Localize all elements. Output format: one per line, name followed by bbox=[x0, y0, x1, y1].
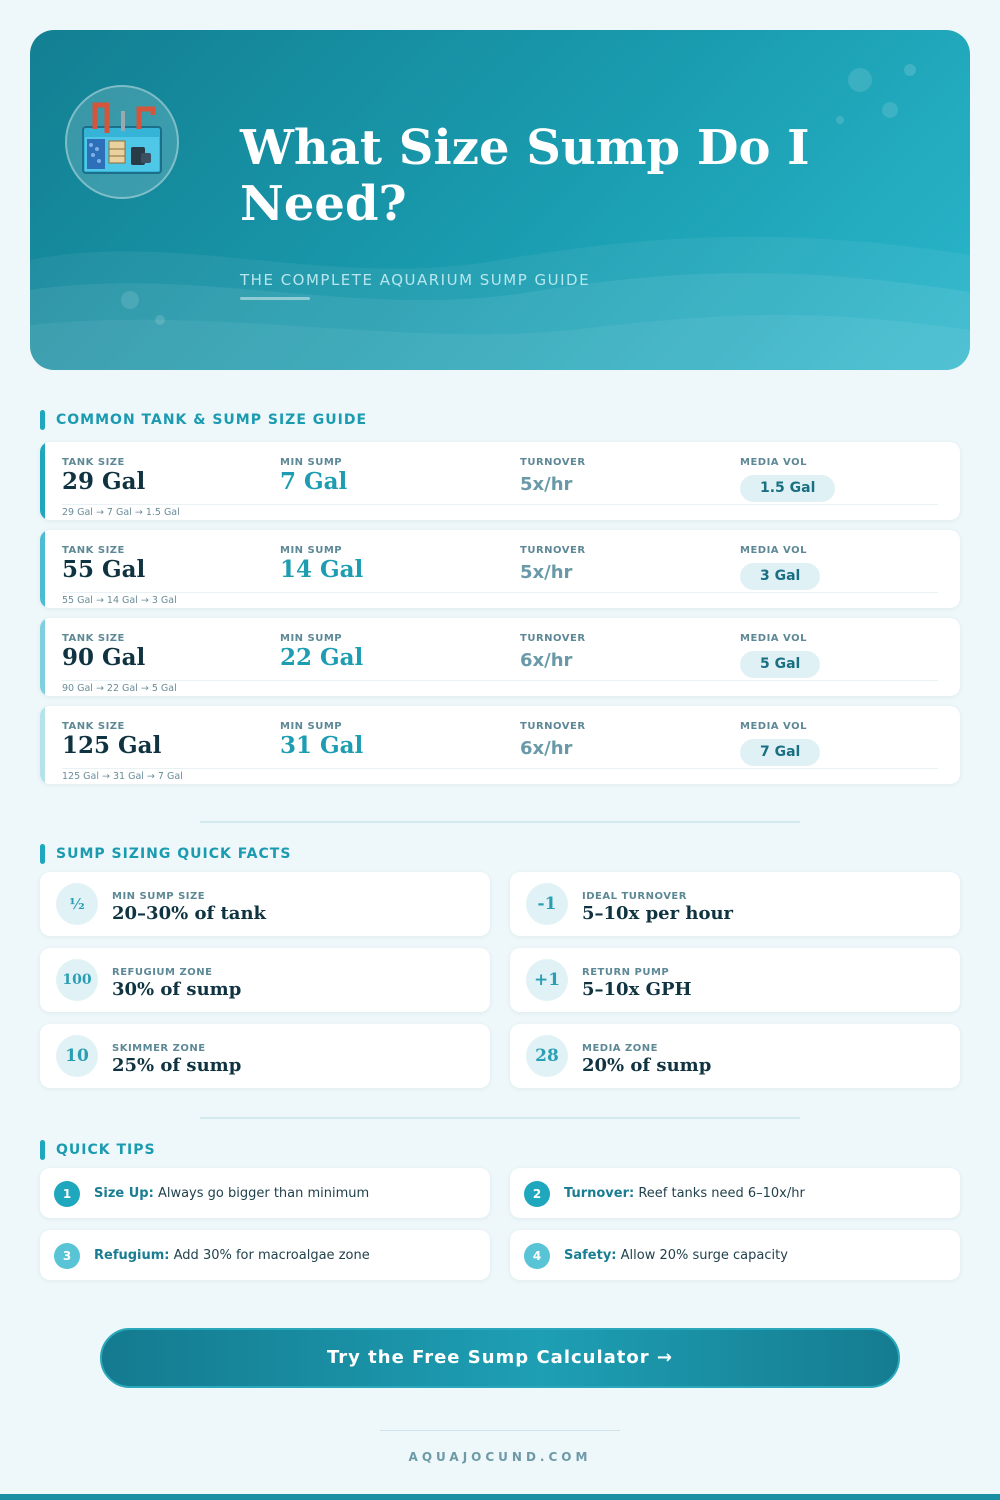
tip-number-badge: 3 bbox=[54, 1243, 80, 1269]
section-accent-bar bbox=[40, 844, 45, 864]
tip-title: Safety: bbox=[564, 1248, 617, 1263]
tank-size-value: 125 Gal bbox=[62, 732, 162, 759]
tip-card bbox=[510, 1230, 960, 1280]
min-sump-value: 7 Gal bbox=[280, 468, 348, 495]
hero-banner bbox=[30, 30, 970, 370]
row-summary: 90 Gal → 22 Gal → 5 Gal bbox=[62, 683, 177, 694]
section-separator bbox=[200, 1117, 800, 1119]
fact-card-ideal-turnover bbox=[510, 872, 960, 936]
tip-title: Size Up: bbox=[94, 1186, 154, 1201]
section-separator bbox=[200, 821, 800, 823]
sump-tank-icon bbox=[65, 85, 179, 199]
turnover-value: 6x/hr bbox=[520, 650, 573, 671]
fact-value: 25% of sump bbox=[112, 1055, 242, 1076]
turnover-value: 6x/hr bbox=[520, 738, 573, 759]
page-subtitle: THE COMPLETE AQUARIUM SUMP GUIDE bbox=[240, 271, 591, 289]
section-heading-text: QUICK TIPS bbox=[56, 1142, 156, 1158]
media-vol-label: MEDIA VOL bbox=[740, 633, 807, 644]
footer-divider bbox=[380, 1430, 620, 1431]
fact-card-skimmer bbox=[40, 1024, 490, 1088]
tank-row bbox=[40, 442, 960, 520]
media-vol-badge: 7 Gal bbox=[740, 739, 820, 766]
section-heading-text: COMMON TANK & SUMP SIZE GUIDE bbox=[56, 412, 368, 428]
fact-icon: ½ bbox=[56, 883, 98, 925]
row-divider bbox=[62, 680, 938, 681]
tip-number-badge: 2 bbox=[524, 1181, 550, 1207]
page-title: What Size Sump Do I Need? bbox=[240, 120, 810, 232]
tip-title: Turnover: bbox=[564, 1186, 635, 1201]
min-sump-value: 22 Gal bbox=[280, 644, 364, 671]
fact-icon: 28 bbox=[526, 1035, 568, 1077]
fact-label: SKIMMER ZONE bbox=[112, 1043, 206, 1054]
fact-label: RETURN PUMP bbox=[582, 967, 670, 978]
fact-label: IDEAL TURNOVER bbox=[582, 891, 687, 902]
tank-size-value: 29 Gal bbox=[62, 468, 146, 495]
row-divider bbox=[62, 504, 938, 505]
section-heading-text: SUMP SIZING QUICK FACTS bbox=[56, 846, 292, 862]
row-divider bbox=[62, 592, 938, 593]
footer-site-name: AQUAJOCUND.COM bbox=[408, 1450, 592, 1464]
media-vol-label: MEDIA VOL bbox=[740, 457, 807, 468]
min-sump-label: MIN SUMP bbox=[280, 457, 343, 468]
tank-size-label: TANK SIZE bbox=[62, 633, 125, 644]
tip-body: Add 30% for macroalgae zone bbox=[173, 1248, 370, 1263]
tank-size-label: TANK SIZE bbox=[62, 457, 125, 468]
tank-guide-heading bbox=[40, 410, 367, 430]
row-accent bbox=[40, 442, 45, 520]
fact-value: 20–30% of tank bbox=[112, 903, 267, 924]
fact-value: 5–10x per hour bbox=[582, 903, 734, 924]
turnover-label: TURNOVER bbox=[520, 457, 586, 468]
tank-row bbox=[40, 706, 960, 784]
tip-text bbox=[564, 1248, 788, 1263]
fact-icon: 100 bbox=[56, 959, 98, 1001]
row-divider bbox=[62, 768, 938, 769]
tank-size-label: TANK SIZE bbox=[62, 545, 125, 556]
min-sump-label: MIN SUMP bbox=[280, 545, 343, 556]
quick-facts-heading bbox=[40, 844, 291, 864]
fact-card-return-pump bbox=[510, 948, 960, 1012]
turnover-value: 5x/hr bbox=[520, 474, 573, 495]
turnover-label: TURNOVER bbox=[520, 721, 586, 732]
fact-label: MIN SUMP SIZE bbox=[112, 891, 206, 902]
bottom-accent-bar bbox=[0, 1494, 1000, 1500]
min-sump-label: MIN SUMP bbox=[280, 633, 343, 644]
tank-size-value: 55 Gal bbox=[62, 556, 146, 583]
tank-row bbox=[40, 618, 960, 696]
fact-value: 20% of sump bbox=[582, 1055, 712, 1076]
sump-calculator-button[interactable]: Try the Free Sump Calculator → bbox=[100, 1328, 900, 1388]
fact-icon: +1 bbox=[526, 959, 568, 1001]
tip-body: Reef tanks need 6–10x/hr bbox=[638, 1186, 805, 1201]
tip-title: Refugium: bbox=[94, 1248, 170, 1263]
media-vol-label: MEDIA VOL bbox=[740, 545, 807, 556]
tip-card bbox=[40, 1230, 490, 1280]
row-summary: 55 Gal → 14 Gal → 3 Gal bbox=[62, 595, 177, 606]
tip-card bbox=[510, 1168, 960, 1218]
fact-label: MEDIA ZONE bbox=[582, 1043, 658, 1054]
tank-size-value: 90 Gal bbox=[62, 644, 146, 671]
min-sump-value: 31 Gal bbox=[280, 732, 364, 759]
media-vol-label: MEDIA VOL bbox=[740, 721, 807, 732]
media-vol-badge: 3 Gal bbox=[740, 563, 820, 590]
tip-body: Always go bigger than minimum bbox=[157, 1186, 370, 1201]
tip-text bbox=[564, 1186, 805, 1201]
fact-label: REFUGIUM ZONE bbox=[112, 967, 213, 978]
media-vol-badge: 1.5 Gal bbox=[740, 475, 835, 502]
tip-body: Allow 20% surge capacity bbox=[620, 1248, 788, 1263]
quick-tips-heading bbox=[40, 1140, 156, 1160]
section-accent-bar bbox=[40, 410, 45, 430]
tank-size-label: TANK SIZE bbox=[62, 721, 125, 732]
fact-value: 30% of sump bbox=[112, 979, 242, 1000]
row-summary: 29 Gal → 7 Gal → 1.5 Gal bbox=[62, 507, 180, 518]
section-accent-bar bbox=[40, 1140, 45, 1160]
tip-number-badge: 4 bbox=[524, 1243, 550, 1269]
media-vol-badge: 5 Gal bbox=[740, 651, 820, 678]
fact-card-media bbox=[510, 1024, 960, 1088]
row-accent bbox=[40, 530, 45, 608]
fact-card-refugium bbox=[40, 948, 490, 1012]
tank-row bbox=[40, 530, 960, 608]
subtitle-underline bbox=[240, 297, 310, 300]
tip-text bbox=[94, 1186, 369, 1201]
turnover-label: TURNOVER bbox=[520, 633, 586, 644]
row-accent bbox=[40, 706, 45, 784]
row-summary: 125 Gal → 31 Gal → 7 Gal bbox=[62, 771, 183, 782]
min-sump-value: 14 Gal bbox=[280, 556, 364, 583]
fact-icon: -1 bbox=[526, 883, 568, 925]
turnover-label: TURNOVER bbox=[520, 545, 586, 556]
tip-text bbox=[94, 1248, 370, 1263]
min-sump-label: MIN SUMP bbox=[280, 721, 343, 732]
fact-value: 5–10x GPH bbox=[582, 979, 692, 1000]
row-accent bbox=[40, 618, 45, 696]
turnover-value: 5x/hr bbox=[520, 562, 573, 583]
tip-card bbox=[40, 1168, 490, 1218]
fact-icon: 10 bbox=[56, 1035, 98, 1077]
tip-number-badge: 1 bbox=[54, 1181, 80, 1207]
fact-card-min-sump bbox=[40, 872, 490, 936]
